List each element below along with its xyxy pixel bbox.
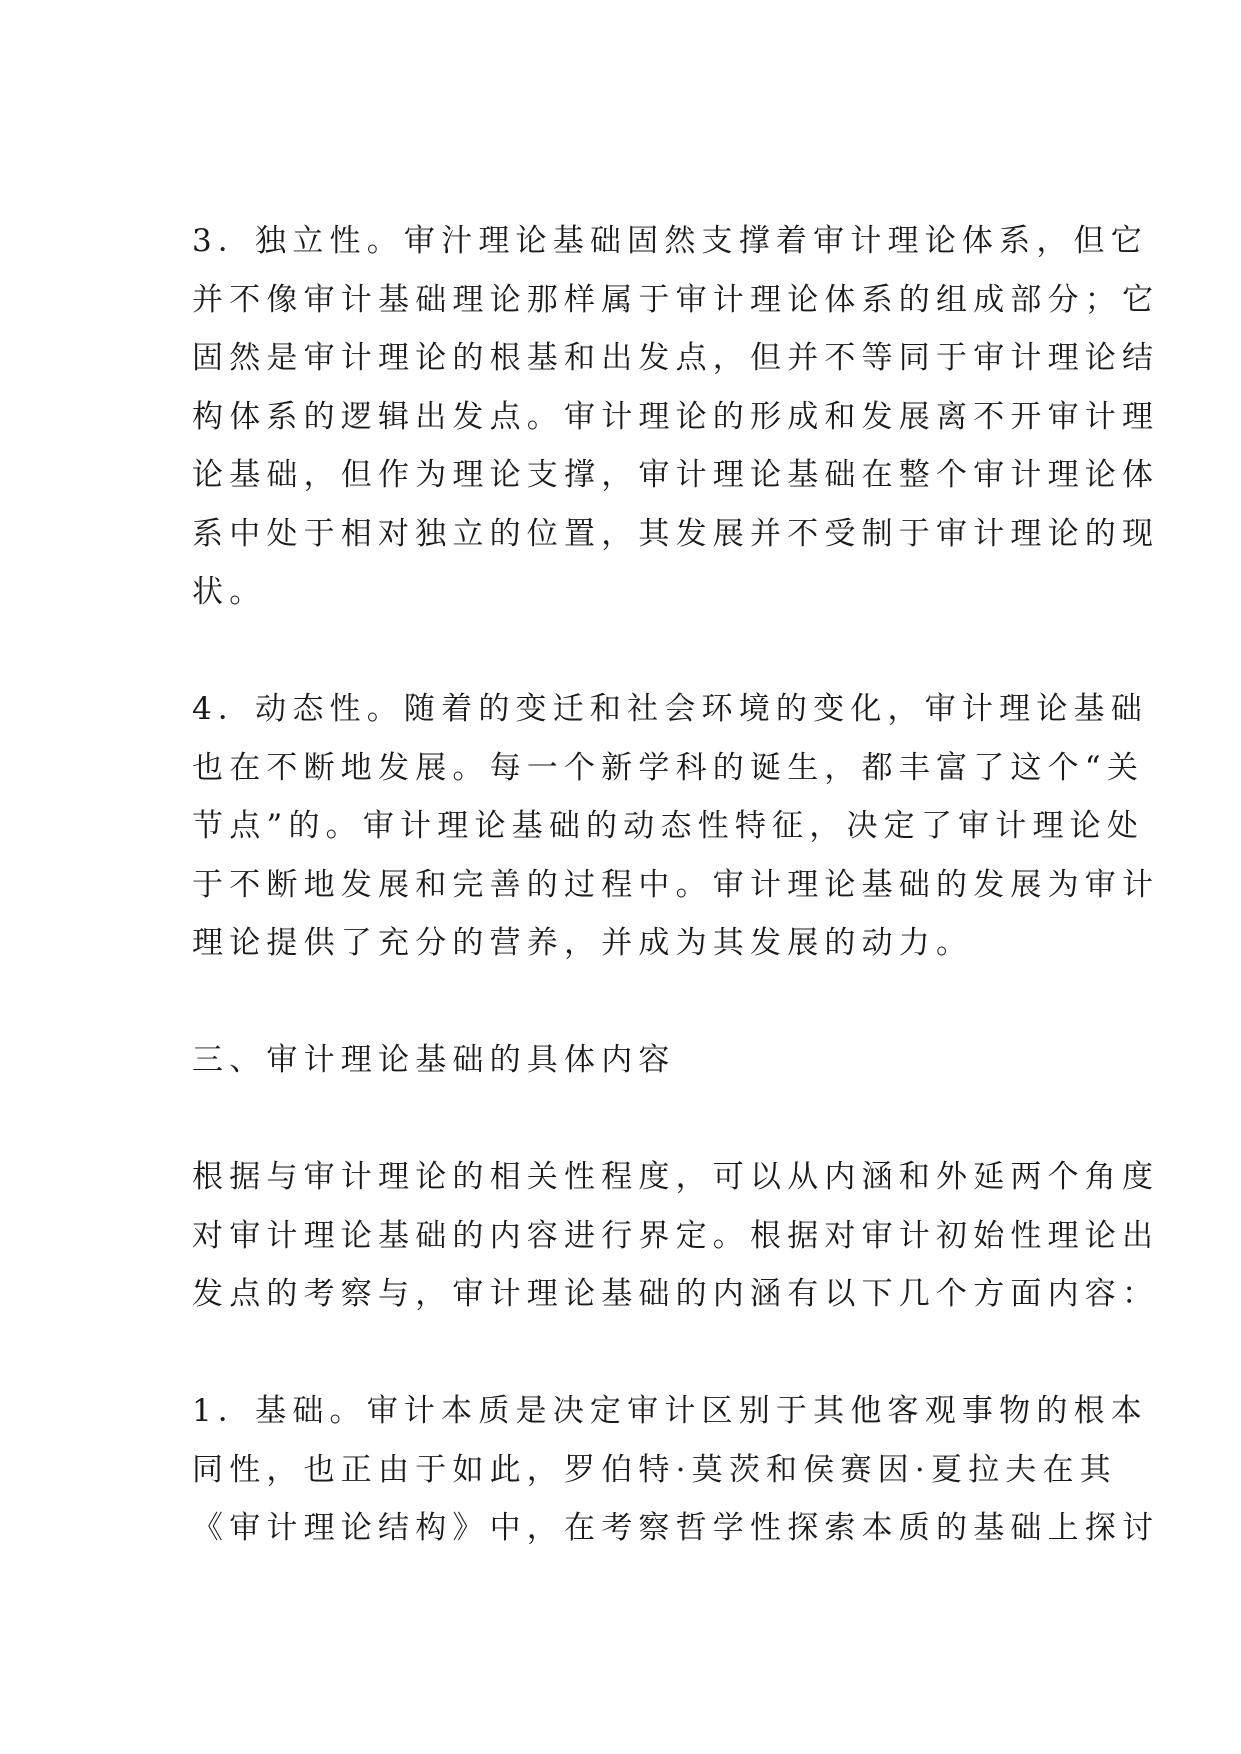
text-line: 状。 — [192, 574, 267, 610]
paragraph-independence — [192, 212, 1160, 622]
section-heading: 三、审计理论基础的具体内容 — [192, 1042, 676, 1078]
paragraph-gap — [192, 973, 1052, 1032]
text-line: 1．基础。审计本质是决定审计区别于其他客观事物的根本 — [192, 1393, 1148, 1429]
text-line: 4．动态性。随着的变迁和社会环境的变化，审计理论基础 — [192, 691, 1148, 727]
document-page — [192, 212, 1160, 1558]
paragraph-gap — [192, 622, 1052, 681]
text-line: 3．独立性。审汁理论基础固然支撑着审计理论体系，但它 — [192, 223, 1148, 259]
text-line: 并不像审计基础理论那样属于审计理论体系的组成部分；它 — [192, 281, 1160, 318]
paragraph-content-definition — [192, 1148, 1160, 1324]
paragraph-gap — [192, 1090, 1052, 1149]
text-line: 节点”的。审计理论基础的动态性特征，决定了审计理论处 — [192, 808, 1145, 844]
text-line: 理论提供了充分的营养，并成为其发展的动力。 — [192, 925, 974, 961]
text-line: 于不断地发展和完善的过程中。审计理论基础的发展为审计 — [192, 866, 1160, 903]
text-line: 对审计理论基础的内容进行界定。根据对审计初始性理论出 — [192, 1217, 1160, 1254]
text-line: 论基础，但作为理论支撑，审计理论基础在整个审计理论体 — [192, 457, 1160, 493]
paragraph-gap — [192, 1324, 1052, 1383]
text-line: 发点的考察与，审计理论基础的内涵有以下几个方面内容： — [192, 1276, 1160, 1312]
text-line: 系中处于相对独立的位置，其发展并不受制于审计理论的现 — [192, 515, 1160, 552]
text-line: 构体系的逻辑出发点。审计理论的形成和发展离不开审计理 — [192, 398, 1160, 435]
text-line: 根据与审计理论的相关性程度，可以从内涵和外延两个角度 — [192, 1159, 1160, 1195]
paragraph-dynamics — [192, 680, 1160, 973]
text-line: 《审计理论结构》中，在考察哲学性探索本质的基础上探讨 — [192, 1510, 1160, 1546]
paragraph-foundation — [192, 1382, 1160, 1558]
text-line: 同性，也正由于如此，罗伯特·莫茨和侯赛因·夏拉夫在其 — [192, 1451, 1117, 1488]
text-line: 固然是审计理论的根基和出发点，但并不等同于审计理论结 — [192, 340, 1160, 376]
text-line: 也在不断地发展。每一个新学科的诞生，都丰富了这个“关 — [192, 749, 1145, 786]
